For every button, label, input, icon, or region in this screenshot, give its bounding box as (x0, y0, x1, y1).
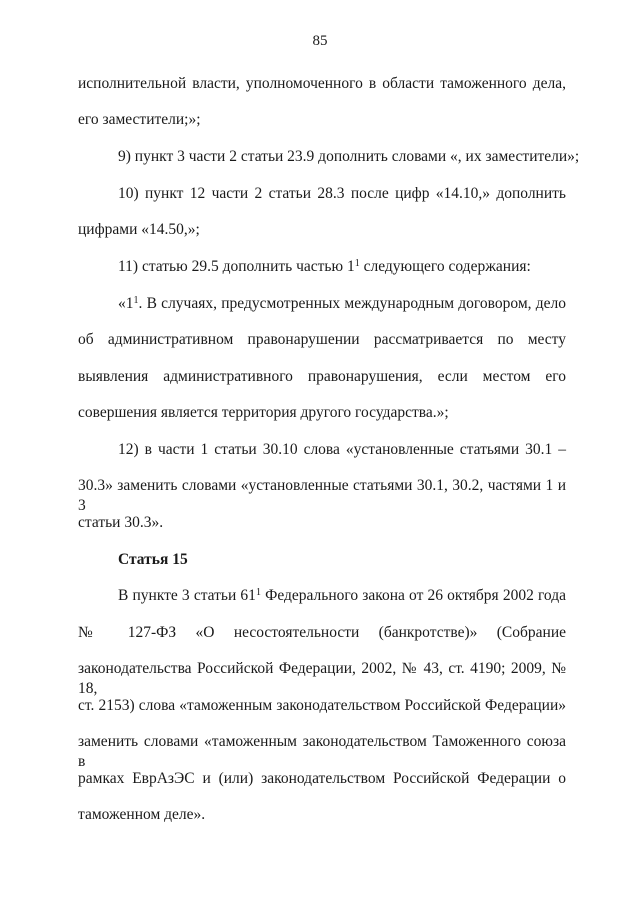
text-fragment: «1 (118, 295, 134, 312)
article-heading: Статья 15 (118, 551, 188, 568)
page-number: 85 (312, 33, 328, 49)
text-fragment: следующего содержания: (359, 258, 531, 275)
text-line: таможенном деле». (78, 806, 206, 823)
text-fragment: В пункте 3 статьи 61 (118, 587, 256, 604)
text-line: ст. 2153) слова «таможенным законодательством Российской Федерации» (78, 697, 566, 714)
superscript: 1 (133, 295, 139, 306)
text-line (118, 257, 531, 277)
text-line: его заместители;»; (78, 111, 201, 128)
text-line: статьи 30.3». (78, 514, 164, 531)
text-line: законодательства Российской Федерации, 2002, № 43, ст. 4190; 2009, № 18, (78, 660, 566, 697)
text-line (118, 586, 566, 606)
text-line: цифрами «14.50,»; (78, 221, 200, 238)
text-fragment: . В случаях, предусмотренных международным договором, дело (138, 295, 566, 312)
text-line: рамках ЕврАзЭС и (или) законодательством Российской Федерации о (78, 770, 566, 787)
text-line (118, 294, 566, 314)
text-fragment: Федерального закона от 26 октября 2002 года (260, 587, 567, 604)
text-line: совершения является территория другого государства.»; (78, 404, 449, 421)
superscript: 1 (255, 587, 261, 598)
text-line: 30.3» заменить словами «установленные статьями 30.1, 30.2, частями 1 и 3 (78, 477, 566, 514)
text-line: 9) пункт 3 части 2 статьи 23.9 дополнить словами «, их заместители»; (118, 148, 580, 165)
text-line: 10) пункт 12 части 2 статьи 28.3 после цифр «14.10,» дополнить (118, 185, 566, 202)
text-fragment: 11) статью 29.5 дополнить частью 1 (118, 258, 355, 275)
text-line: выявления административного правонарушения, если местом его (78, 368, 566, 385)
text-line: заменить словами «таможенным законодательством Таможенного союза в (78, 733, 566, 770)
text-line: исполнительной власти, уполномоченного в области таможенного дела, (78, 75, 566, 92)
text-line: № 127-ФЗ «О несостоятельности (банкротстве)» (Собрание (78, 624, 566, 641)
text-line: 12) в части 1 статьи 30.10 слова «установленные статьями 30.1 – (118, 441, 566, 458)
text-line: об административном правонарушении рассматривается по месту (78, 331, 566, 348)
superscript: 1 (354, 258, 360, 269)
